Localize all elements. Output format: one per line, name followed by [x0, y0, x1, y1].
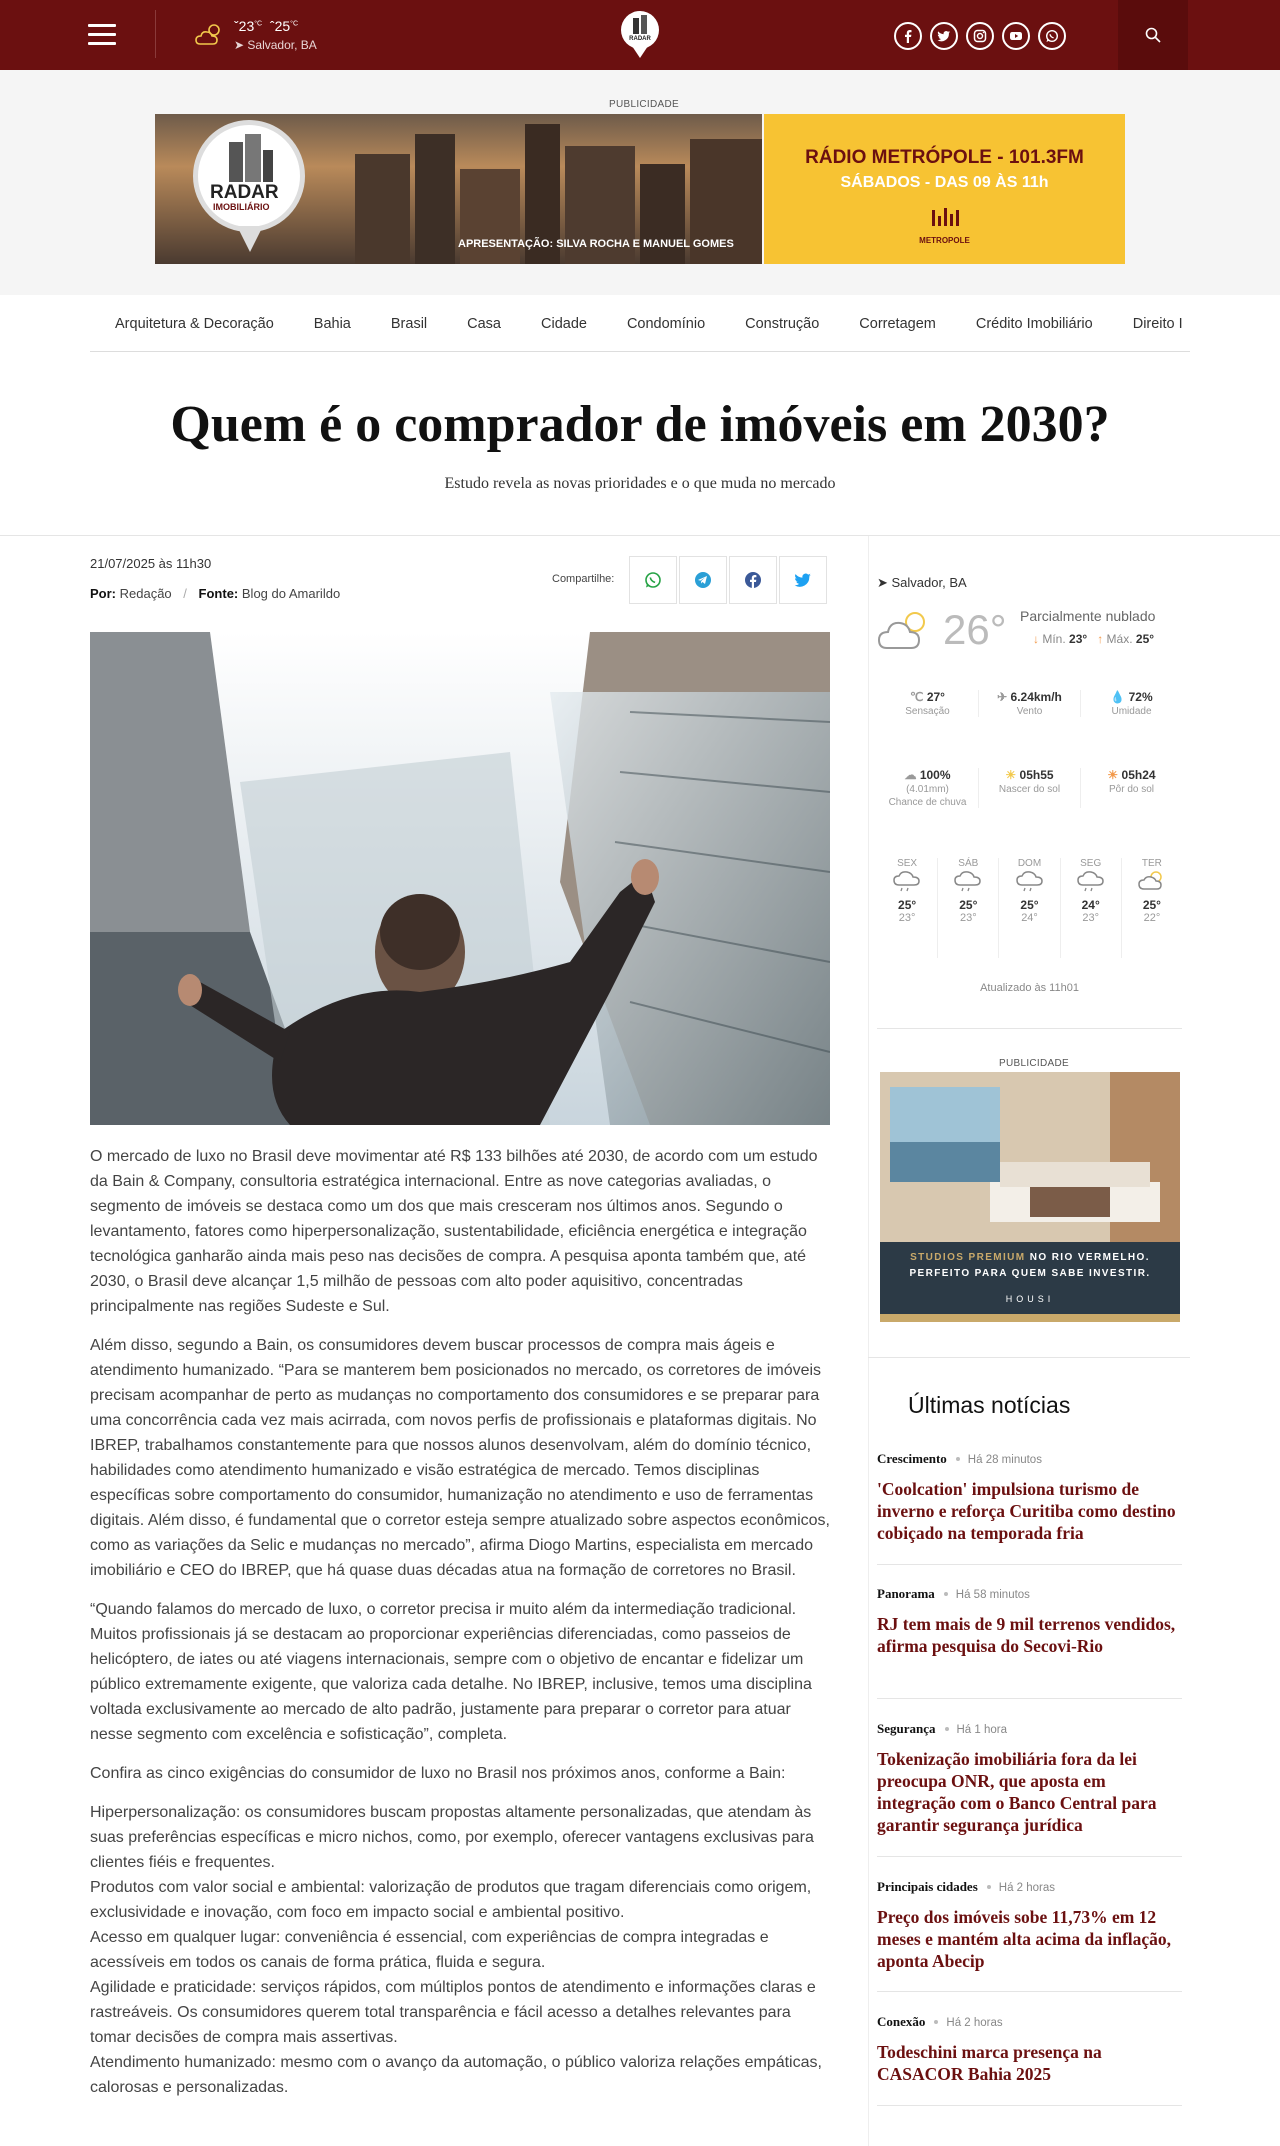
article-paragraph: Além disso, segundo a Bain, os consumidores devem buscar processos de compra mais ágeis e atendimento humanizado. “Para se manterem bem posicionados no mercado, os corretores de imóveis precisam acompanhar de perto as mudanças no comportamento dos consumidores e se preparar para uma concorrência cada vez mais acirrada, com novos perfis de profissionais e plataformas digitais. No IBREP, trabalhamos constantemente para que nossos alunos desenvolvam, além do domínio técnico, habilidades como atendimento humanizado e visão estratégica de mercado. Temos disciplinas específicas sobre comportamento do consumidor, humanização no atendimento e uso de ferramentas digitais. Além disso, é fundamental que o corretor esteja sempre atualizado sobre aspectos econômicos, como as variações da Selic e mudanças no mercado”, afirma Diogo Martins, especialista em mercado imobiliário e CEO do IBREP, que há quase duas décadas atua na formação de corretores no Brasil. — [90, 1337, 830, 1579]
stat-humidity: 💧 72% Umidade — [1110, 690, 1153, 717]
thermometer-icon: ℃ — [910, 690, 924, 704]
divider — [868, 1357, 1190, 1358]
weather-min-max: ↓ Mín. 23° ↑ Máx. 25° — [1033, 632, 1155, 646]
building-icon — [221, 132, 277, 182]
rain-cloud-icon — [892, 869, 922, 893]
radar-pin-tail — [237, 226, 263, 252]
ad-label: PUBLICIDADE — [609, 99, 679, 110]
rain-icon: ☁ — [904, 768, 917, 782]
news-title[interactable]: Tokenização imobiliária fora da lei preocupa ONR, que aposta em integração com o Banco Central para garantir segurança jurídica — [877, 1749, 1157, 1835]
latest-news-title: Últimas notícias — [908, 1392, 1071, 1418]
category-link[interactable]: Direito I — [1132, 315, 1183, 332]
category-link[interactable]: Brasil — [390, 315, 428, 332]
share-label: Compartilhe: — [552, 573, 615, 585]
category-link[interactable]: Arquitetura & Decoração — [115, 315, 274, 332]
partly-cloudy-icon — [877, 608, 939, 652]
radio-logo-text: METROPOLE — [919, 236, 970, 245]
category-link[interactable]: Crédito Imobiliário — [975, 315, 1093, 332]
metropole-logo-icon — [930, 206, 960, 228]
ad-line-2: PERFEITO PARA QUEM SABE INVESTIR. — [909, 1268, 1151, 1279]
facebook-icon[interactable] — [894, 22, 922, 50]
weather-condition: Parcialmente nublado — [1020, 608, 1156, 624]
news-item[interactable]: Crescimento Há 28 minutos 'Coolcation' impulsiona turismo de inverno e reforça Curitiba como destino cobiçado na temporada fria — [877, 1450, 1182, 1544]
share-telegram-button[interactable] — [679, 556, 727, 604]
forecast-day: DOM 25° 24° — [999, 858, 1060, 958]
news-title[interactable]: Preço dos imóveis sobe 11,73% em 12 meses e mantém alta acima da inflação, aponta Abecip — [877, 1907, 1172, 1971]
radar-brand: RADAR — [210, 182, 279, 203]
divider — [877, 2105, 1182, 2106]
partly-cloudy-icon — [1137, 869, 1167, 893]
article-paragraph: O mercado de luxo no Brasil deve movimentar até R$ 133 bilhões até 2030, de acordo com um estudo da Bain & Company, consultoria estratégica internacional. Entre as nove categorias avaliadas, o segmento de imóveis se destaca como um dos que mais cresceram nos últimos anos. Segundo o levantamento, fatores como hiperpersonalização, sustentabilidade, eficiência energética e integração tecnológica ganharão ainda mais peso nas decisões de compra. A pesquisa aponta também que, até 2030, o Brasil deve alcançar 1,5 milhão de pessoas com alto poder aquisitivo, concentradas principalmente nas regiões Sudeste e Sul. — [90, 1148, 818, 1315]
search-icon — [1145, 27, 1161, 43]
rain-cloud-icon — [953, 869, 983, 893]
news-title[interactable]: RJ tem mais de 9 mil terrenos vendidos, afirma pesquisa do Secovi-Rio — [877, 1614, 1176, 1656]
news-item[interactable]: Segurança Há 1 hora Tokenização imobiliária fora da lei preocupa ONR, que aposta em integração com o Banco Central para garantir segurança jurídica — [877, 1720, 1182, 1836]
twitter-icon — [794, 571, 812, 589]
category-link[interactable]: Construção — [745, 315, 820, 332]
rain-cloud-icon — [1015, 869, 1045, 893]
article-paragraph: Confira as cinco exigências do consumidor de luxo no Brasil nos próximos anos, conforme a Bain: — [90, 1765, 786, 1782]
article-hero-image — [90, 632, 830, 1125]
stat-sunset: ☀ 05h24 Pôr do sol — [1107, 768, 1156, 795]
forecast-day: SEG 24° 23° — [1061, 858, 1122, 958]
youtube-icon[interactable] — [1002, 22, 1030, 50]
forecast-day: SEX 25° 23° — [877, 858, 938, 958]
radio-schedule: SÁBADOS - DAS 09 ÀS 11h — [840, 174, 1049, 191]
drop-icon: 💧 — [1110, 690, 1126, 704]
news-item[interactable]: Conexão Há 2 horas Todeschini marca presença na CASACOR Bahia 2025 — [877, 2013, 1182, 2085]
share-facebook-button[interactable] — [729, 556, 777, 604]
stat-rain: ☁ 100% (4.01mm) Chance de chuva — [877, 768, 979, 808]
top-bar — [0, 0, 1280, 70]
sunset-icon: ☀ — [1107, 768, 1119, 782]
rain-cloud-icon — [1076, 869, 1106, 893]
share-buttons — [629, 556, 827, 604]
divider — [877, 1028, 1182, 1029]
side-ad-banner[interactable] — [880, 1072, 1180, 1322]
telegram-icon — [694, 571, 712, 589]
weather-forecast — [877, 858, 1182, 958]
news-title[interactable]: 'Coolcation' impulsiona turismo de inverno e reforça Curitiba como destino cobiçado na temporada fria — [877, 1479, 1176, 1543]
weather-city: ➤ Salvador, BA — [877, 575, 967, 590]
stat-wind: ✈ 6.24km/h Vento — [979, 690, 1081, 717]
column-divider — [868, 536, 869, 2146]
whatsapp-icon — [644, 571, 662, 589]
weather-stats-2 — [877, 768, 1182, 808]
sunrise-icon: ☀ — [1005, 768, 1017, 782]
article-date: 21/07/2025 às 11h30 — [90, 556, 212, 571]
news-item[interactable]: Panorama Há 58 minutos RJ tem mais de 9 mil terrenos vendidos, afirma pesquisa do Secovi-Rio — [877, 1585, 1182, 1657]
menu-icon[interactable] — [88, 24, 116, 46]
news-item[interactable]: Principais cidades Há 2 horas Preço dos imóveis sobe 11,73% em 12 meses e mantém alta acima da inflação, aponta Abecip — [877, 1878, 1182, 1972]
header-city: ➤ Salvador, BA — [234, 38, 317, 52]
forecast-day: TER 25° 22° — [1122, 858, 1182, 958]
share-whatsapp-button[interactable] — [629, 556, 677, 604]
site-logo[interactable] — [620, 10, 660, 60]
facebook-icon — [744, 571, 762, 589]
weather-temp: 26° — [943, 606, 1007, 653]
category-link[interactable]: Corretagem — [859, 315, 936, 332]
page-subtitle: Estudo revela as novas prioridades e o que muda no mercado — [444, 475, 836, 492]
category-nav — [90, 296, 1190, 352]
radio-title: RÁDIO METRÓPOLE - 101.3FM — [805, 147, 1084, 168]
cloud-sun-icon — [194, 22, 226, 48]
radio-ad-banner[interactable] — [764, 114, 1125, 264]
radar-brand-sub: IMOBILIÁRIO — [213, 202, 270, 212]
forecast-day: SÁB 25° 23° — [938, 858, 999, 958]
article-byline: Por: Redação / Fonte: Blog do Amarildo — [90, 586, 341, 601]
divider — [877, 1991, 1182, 1992]
news-title[interactable]: Todeschini marca presença na CASACOR Bahia 2025 — [877, 2042, 1102, 2084]
share-twitter-button[interactable] — [779, 556, 827, 604]
page-title: Quem é o comprador de imóveis em 2030? — [170, 396, 1110, 453]
divider — [155, 10, 156, 58]
category-link[interactable]: Condomínio — [626, 315, 706, 332]
list-item: Produtos com valor social e ambiental: valorização de produtos que tragam diferenciais como origem, exclusividade e inovação, com foco em impacto social e ambiental positivo. — [90, 1879, 812, 1921]
category-link[interactable]: Cidade — [541, 315, 587, 332]
ad-brand: HOUSI — [1005, 1294, 1055, 1304]
list-item: Acesso em qualquer lugar: conveniência é essencial, com experiências de compra integradas e acessíveis em todos os canais de forma prática, fluida e segura. — [90, 1929, 769, 1971]
social-links — [894, 22, 1066, 50]
wind-icon: ✈ — [997, 690, 1008, 704]
ad-label: PUBLICIDADE — [999, 1058, 1069, 1069]
weather-updated: Atualizado às 11h01 — [980, 982, 1079, 994]
twitter-icon[interactable] — [930, 22, 958, 50]
ad-line-1: STUDIOS PREMIUM NO RIO VERMELHO. — [910, 1252, 1150, 1263]
whatsapp-icon[interactable] — [1038, 22, 1066, 50]
list-item: Atendimento humanizado: mesmo com o avanço da automação, o público valoriza relações empáticas, calorosas e personalizadas. — [90, 2054, 822, 2096]
category-link[interactable]: Casa — [467, 315, 501, 332]
divider — [877, 1564, 1182, 1565]
header-temps: $ˇ23^{^\circ C}$ $ˆ25^{^\circ C}$ — [234, 18, 298, 34]
divider — [877, 1698, 1182, 1699]
search-button[interactable] — [1118, 0, 1188, 70]
svg-text:RADAR: RADAR — [629, 36, 651, 42]
weather-stats — [877, 690, 1182, 717]
category-link[interactable]: Bahia — [313, 315, 351, 332]
list-item: Hiperpersonalização: os consumidores buscam propostas altamente personalizadas, que atendam às suas preferências específicas e micro nichos, como, por exemplo, oferecer vantagens exclusivas para clientes fiéis e frequentes. — [90, 1804, 814, 1871]
presenters-text: APRESENTAÇÃO: SILVA ROCHA E MANUEL GOMES — [458, 238, 734, 250]
instagram-icon[interactable] — [966, 22, 994, 50]
list-item: Agilidade e praticidade: serviços rápidos, com múltiplos pontos de atendimento e informações claras e rastreáveis. Os consumidores querem total transparência e fácil acesso a detalhes relevantes para tomar decisões de compra mais assertivas. — [90, 1979, 816, 2046]
bedroom-photo — [880, 1072, 1180, 1242]
stat-sunrise: ☀ 05h55 Nascer do sol — [979, 768, 1081, 808]
divider — [877, 1856, 1182, 1857]
article-paragraph: “Quando falamos do mercado de luxo, o corretor precisa ir muito além da intermediação tradicional. Muitos profissionais já se destacam ao proporcionar experiências diferenciadas, como passeios de helicóptero, de iates ou até viagens internacionais, sempre com o objetivo de encantar e fidelizar um público extremamente exigente, que valoriza cada detalhe. No IBREP, inclusive, temos uma disciplina voltada exclusivamente ao mercado de alto padrão, justamente para preparar o corretor para atuar nesse segmento com excelência e sofisticação”, completa. — [90, 1601, 812, 1743]
radar-ad-banner[interactable] — [155, 114, 762, 264]
stat-feels-like: ℃ 27° Sensação — [877, 690, 979, 717]
article-body — [90, 1144, 830, 2100]
divider — [0, 535, 1280, 536]
